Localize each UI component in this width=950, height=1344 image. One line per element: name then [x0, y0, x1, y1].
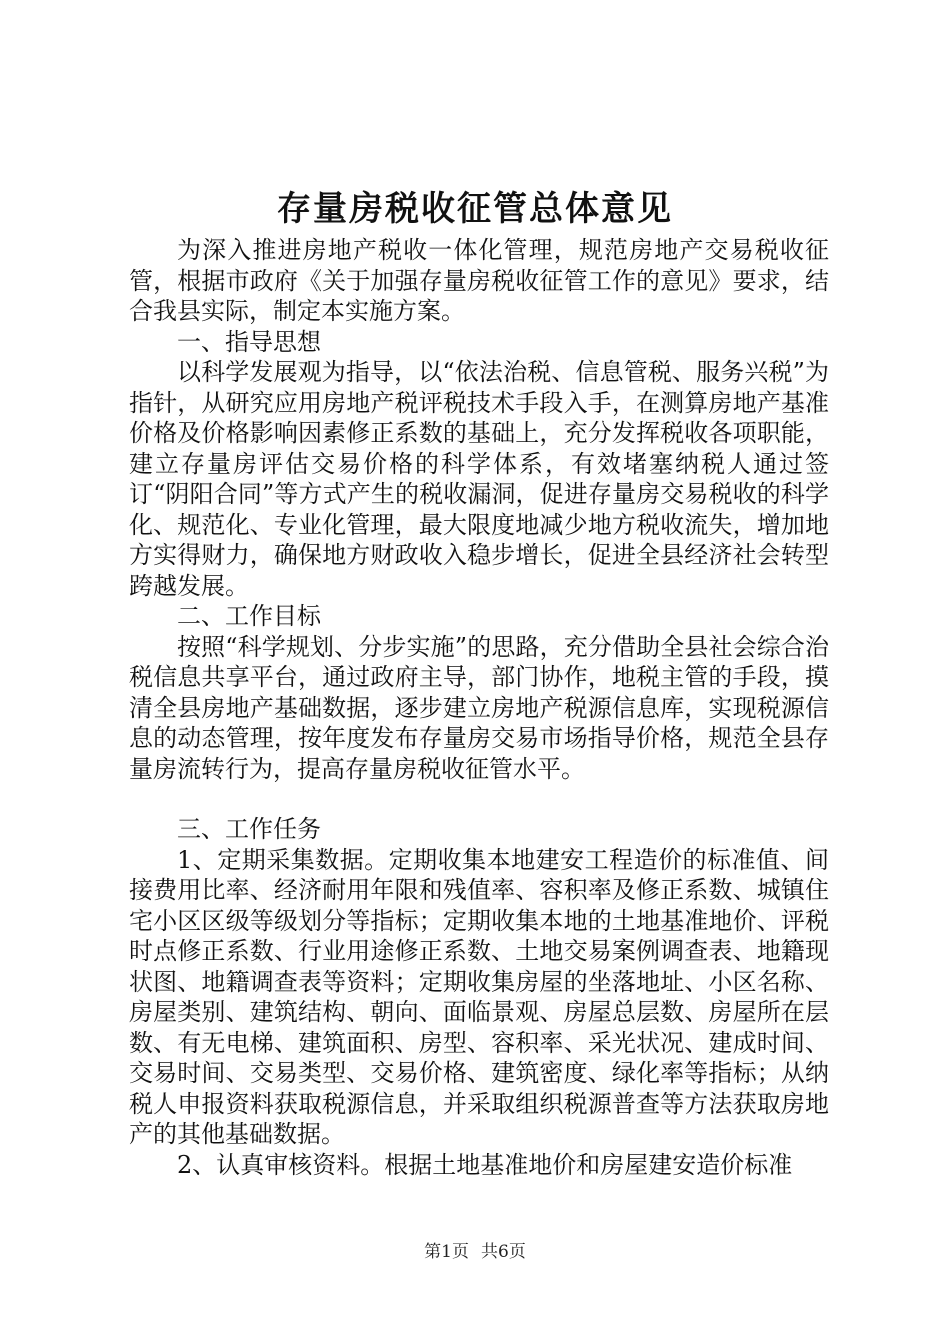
- task-2-paragraph: 2、认真审核资料。根据土地基准地价和房屋建安造价标准: [177, 1150, 793, 1179]
- document-title: 存量房税收征管总体意见: [277, 189, 673, 229]
- section-heading-work-goals: 二、工作目标: [177, 602, 321, 630]
- guiding-ideology-paragraph: 以科学发展观为指导，以“依法治税、信息管税、服务兴税”为指针，从研究应用房地产税评税技术手段入手，在测算房地产基准价格及价格影响因素修正系数的基础上，充分发挥税收各项职能，建立存量房评估交易价格的科学体系，有效堵塞纳税人通过签订“阴阳合同”等方式产生的税收漏洞，促进存量房交易税收的科学化、规范化、专业化管理，最大限度地减少地方税收流失，增加地方实得财力，确保地方财政收入稳步增长，促进全县经济社会转型跨越发展。: [129, 358, 829, 600]
- page-footer: [0, 1240, 950, 1264]
- section-heading-guiding-ideology: 一、指导思想: [177, 327, 321, 356]
- work-goals-paragraph: 按照“科学规划、分步实施”的思路，充分借助全县社会综合治税信息共享平台，通过政府主导，部门协作，地税主管的手段，摸清全县房地产基础数据，逐步建立房地产税源信息库，实现税源信息的动态管理，按年度发布存量房交易市场指导价格，规范全县存量房流转行为，提高存量房税收征管水平。: [129, 632, 829, 783]
- total-pages: 共6页: [481, 1242, 526, 1262]
- section-heading-work-tasks: 三、工作任务: [177, 815, 321, 843]
- page-number: 第1页: [424, 1242, 469, 1262]
- intro-paragraph: 为深入推进房地产税收一体化管理，规范房地产交易税收征管，根据市政府《关于加强存量房税收征管工作的意见》要求，结合我县实际，制定本实施方案。: [129, 236, 829, 325]
- task-1-paragraph: 1、定期采集数据。定期收集本地建安工程造价的标准值、间接费用比率、经济耐用年限和残值率、容积率及修正系数、城镇住宅小区区级等级划分等指标；定期收集本地的土地基准地价、评税时点修正系数、行业用途修正系数、土地交易案例调查表、地籍现状图、地籍调查表等资料；定期收集房屋的坐落地址、小区名称、房屋类别、建筑结构、朝向、面临景观、房屋总层数、房屋所在层数、有无电梯、建筑面积、房型、容积率、采光状况、建成时间、交易时间、交易类型、交易价格、建筑密度、绿化率等指标；从纳税人申报资料获取税源信息，并采取组织税源普查等方法获取房地产的其他基础数据。: [129, 845, 829, 1148]
- document-body: [129, 235, 829, 1180]
